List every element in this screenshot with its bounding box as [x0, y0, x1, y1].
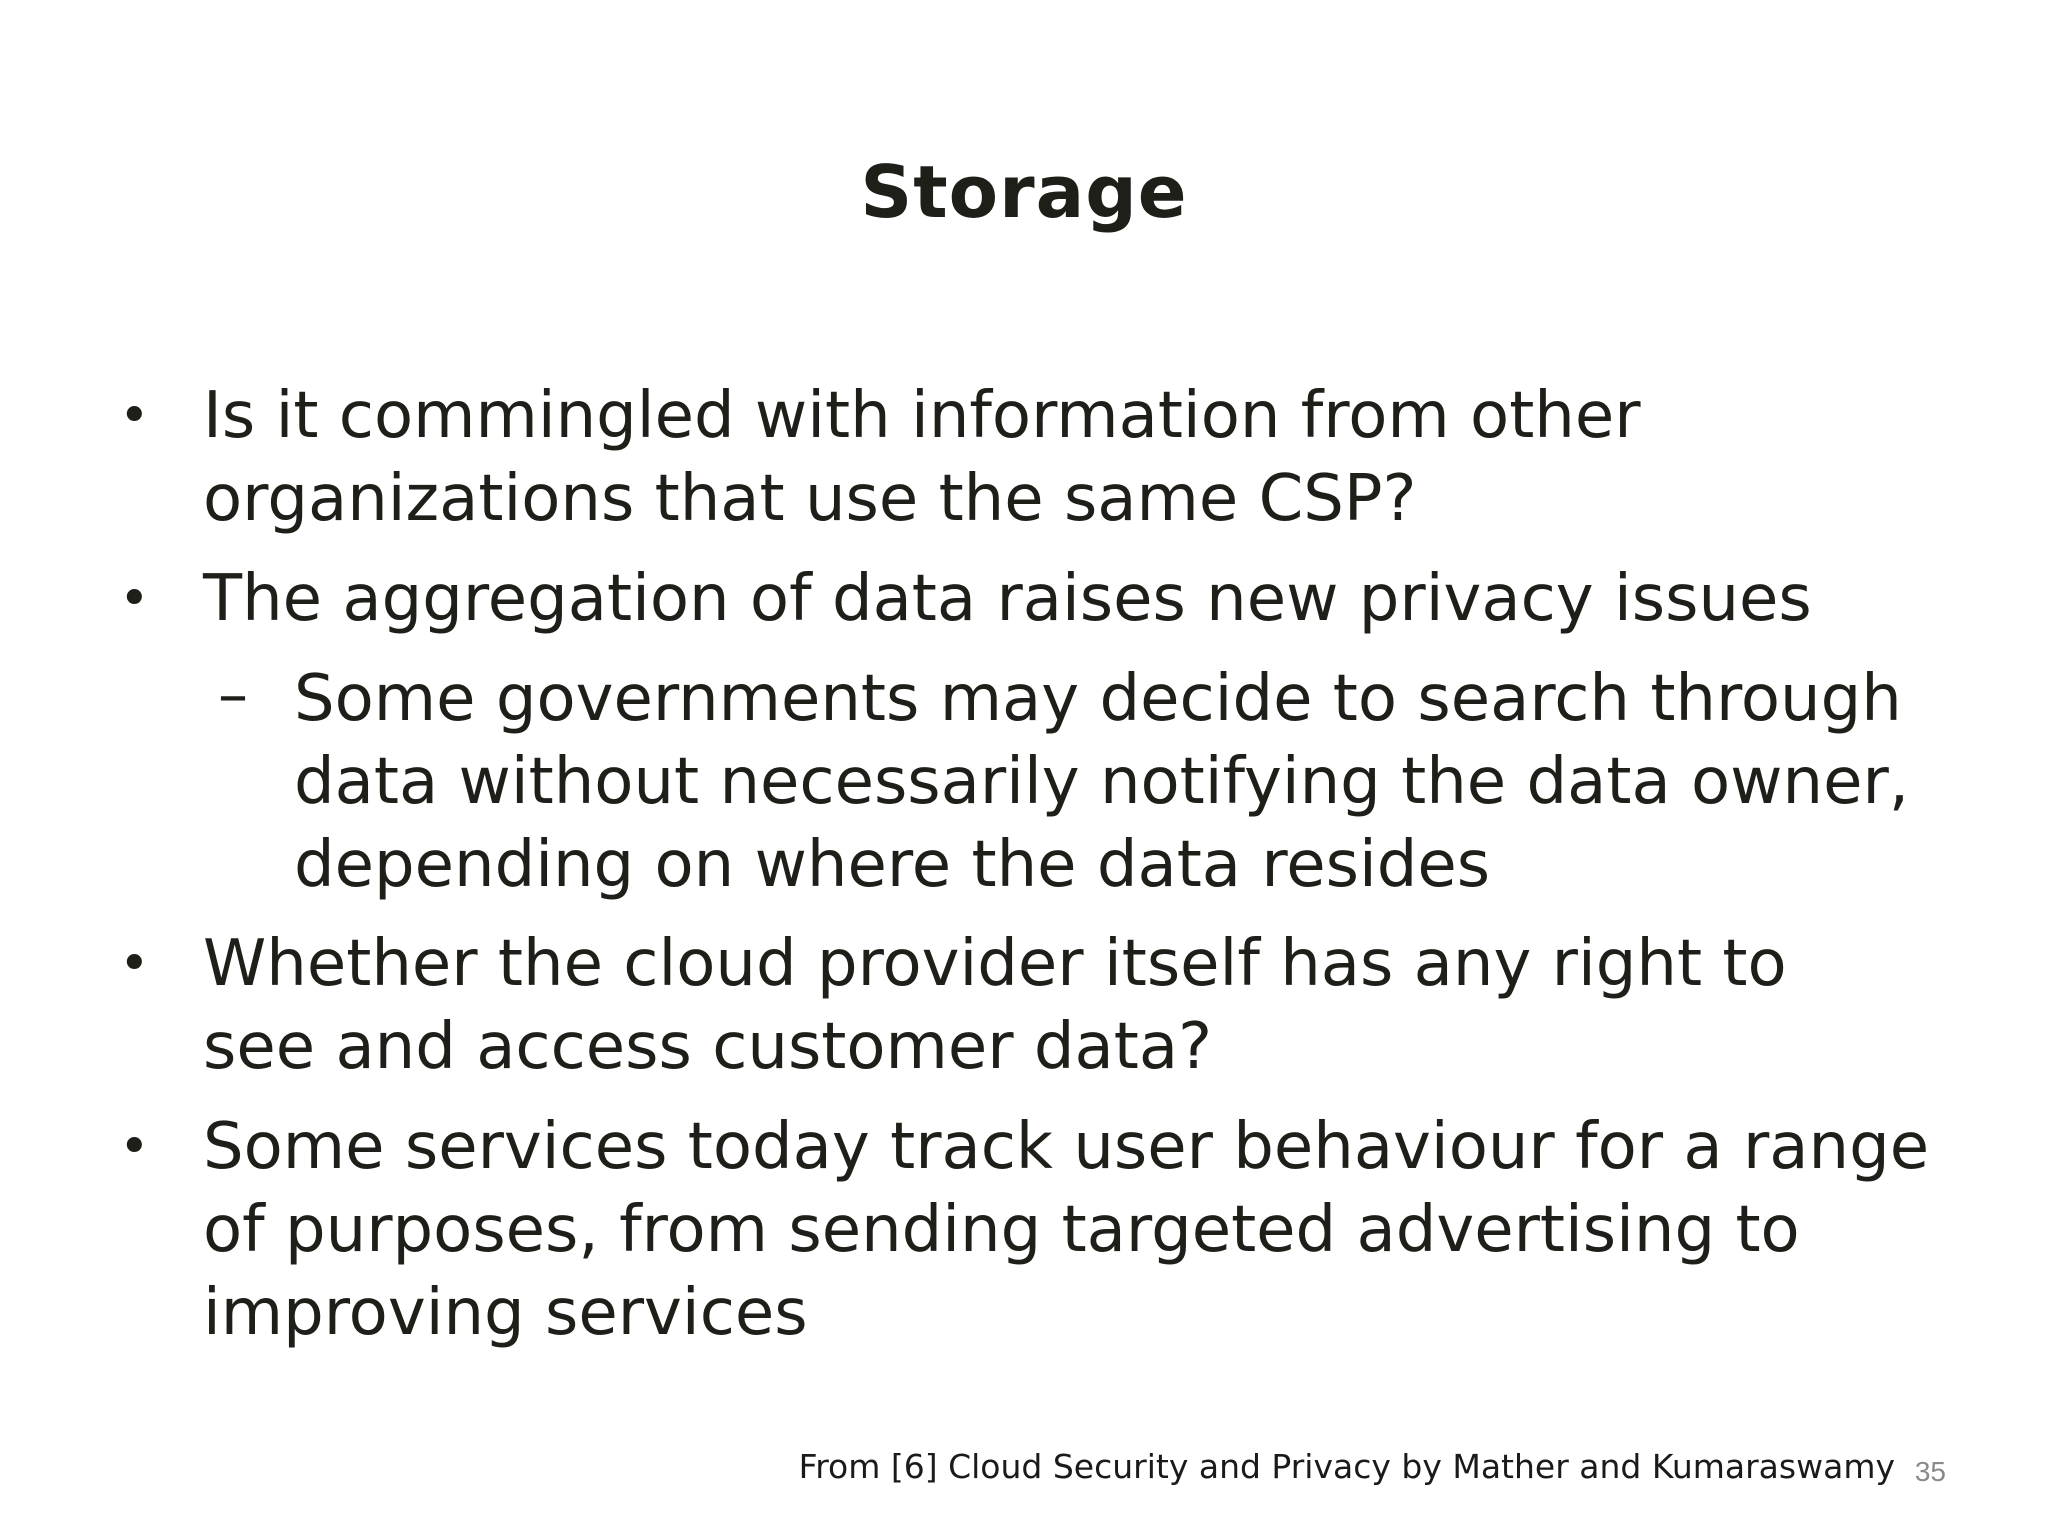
bullet-line: data without necessarily notifying the data owner, [294, 745, 1910, 819]
bullet-line: see and access customer data? [203, 1010, 1213, 1084]
bullet-item [119, 923, 1787, 1089]
bullet-line: of purposes, from sending targeted advertising to [203, 1193, 1800, 1267]
bullet-line: Some services today track user behaviour for a range [203, 1110, 1930, 1184]
page-number: 35 [1914, 1456, 1946, 1487]
bullet-marker: • [119, 1117, 150, 1177]
bullet-line: improving services [203, 1276, 808, 1350]
bullet-item [119, 375, 1641, 541]
slide-title: Storage [860, 150, 1188, 234]
bullet-item [119, 558, 1812, 641]
bullet-item [119, 1106, 1930, 1355]
bullet-line: The aggregation of data raises new privacy issues [203, 562, 1812, 636]
citation: From [6] Cloud Security and Privacy by Mather and Kumaraswamy [798, 1447, 1895, 1486]
bullet-line: Whether the cloud provider itself has any right to [203, 927, 1787, 1001]
bullet-line: Is it commingled with information from other [203, 379, 1641, 453]
bullet-marker: • [119, 934, 150, 994]
bullet-line: depending on where the data resides [294, 828, 1491, 902]
dash-marker: – [218, 660, 248, 730]
bullet-marker: • [119, 386, 150, 446]
bullet-line: organizations that use the same CSP? [203, 462, 1417, 536]
bullet-marker: • [119, 569, 150, 629]
bullet-line: Some governments may decide to search through [294, 662, 1902, 736]
sub-bullet-item [218, 658, 1910, 907]
